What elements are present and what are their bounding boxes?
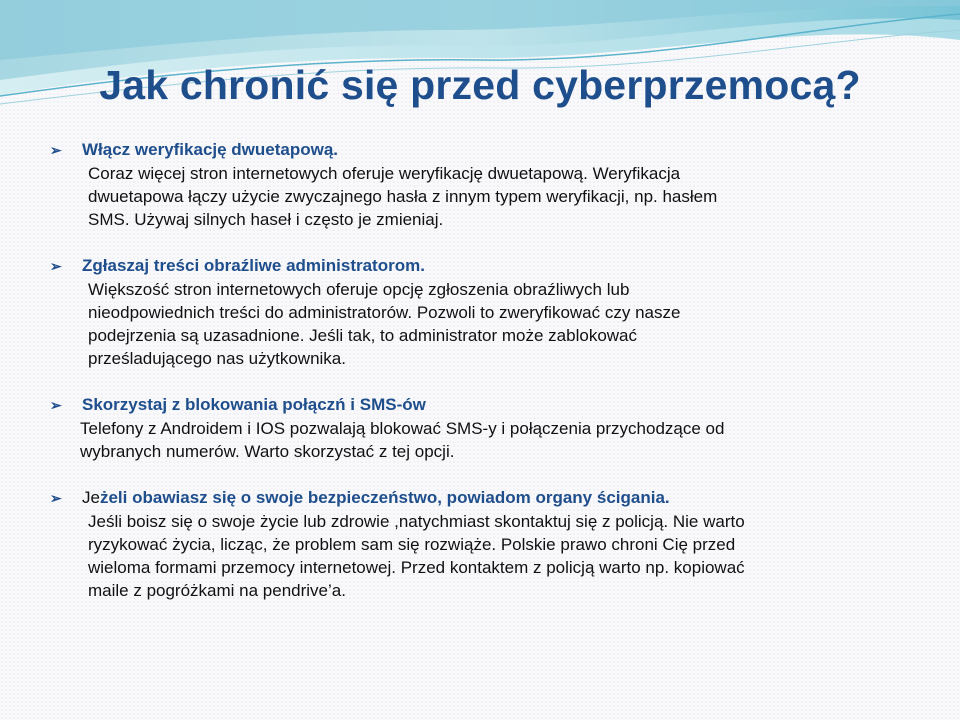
body-line: maile z pogróżkami na pendrive’a. [88, 581, 346, 600]
section-heading [50, 254, 930, 278]
body-line: Telefony z Androidem i IOS pozwalają blokować SMS-y i połączenia przychodzące od [80, 419, 725, 438]
arrow-bullet-icon: ➢ [50, 397, 62, 413]
heading-text [82, 486, 670, 509]
body-line: SMS. Używaj silnych haseł i często je zmieniaj. [88, 210, 444, 229]
body-line: dwuetapowa łączy użycie zwyczajnego hasła z innym typem weryfikacji, np. hasłem [88, 187, 718, 206]
section-body [50, 162, 930, 231]
section-two-factor [50, 138, 930, 231]
section-blocking [50, 393, 930, 463]
section-body [50, 278, 930, 370]
body-line: podejrzenia są uzasadnione. Jeśli tak, to administrator może zablokować [88, 326, 638, 345]
section-body [50, 417, 930, 463]
body-line: Większość stron internetowych oferuje opcję zgłoszenia obraźliwych lub [88, 280, 630, 299]
body-line: Coraz więcej stron internetowych oferuje weryfikację dwuetapową. Weryfikacja [88, 164, 681, 183]
body-line: wieloma formami przemocy internetowej. Przed kontaktem z policją warto np. kopiować [88, 558, 745, 577]
section-heading [50, 393, 930, 417]
arrow-bullet-icon: ➢ [50, 258, 62, 274]
arrow-bullet-icon: ➢ [50, 490, 62, 506]
arrow-bullet-icon: ➢ [50, 142, 62, 158]
section-heading [50, 486, 930, 510]
section-report-content [50, 254, 930, 370]
heading-text-plain: Je [82, 488, 100, 507]
slide-title: Jak chronić się przed cyberprzemocą? [99, 62, 861, 108]
section-body [50, 510, 930, 602]
heading-text: Zgłaszaj treści obraźliwe administratorom. [82, 256, 425, 275]
heading-text-bold: żeli obawiasz się o swoje bezpieczeństwo, powiadom organy ścigania. [99, 488, 670, 507]
heading-text: Włącz weryfikację dwuetapową. [82, 140, 339, 159]
body-line: ryzykować życia, licząc, że problem sam się rozwiąże. Polskie prawo chroni Cię przed [88, 535, 736, 554]
body-line: nieodpowiednich treści do administratorów. Pozwoli to zweryfikować czy nasze [88, 303, 681, 322]
body-line: wybranych numerów. Warto skorzystać z tej opcji. [80, 442, 455, 461]
body-line: Jeśli boisz się o swoje życie lub zdrowie ,natychmiast skontaktuj się z policją. Nie warto [88, 512, 745, 531]
section-heading [50, 138, 930, 162]
slide-content [50, 138, 930, 625]
heading-text: Skorzystaj z blokowania połączń i SMS-ów [82, 395, 426, 414]
body-line: prześladującego nas użytkownika. [88, 349, 346, 368]
section-police [50, 486, 930, 602]
